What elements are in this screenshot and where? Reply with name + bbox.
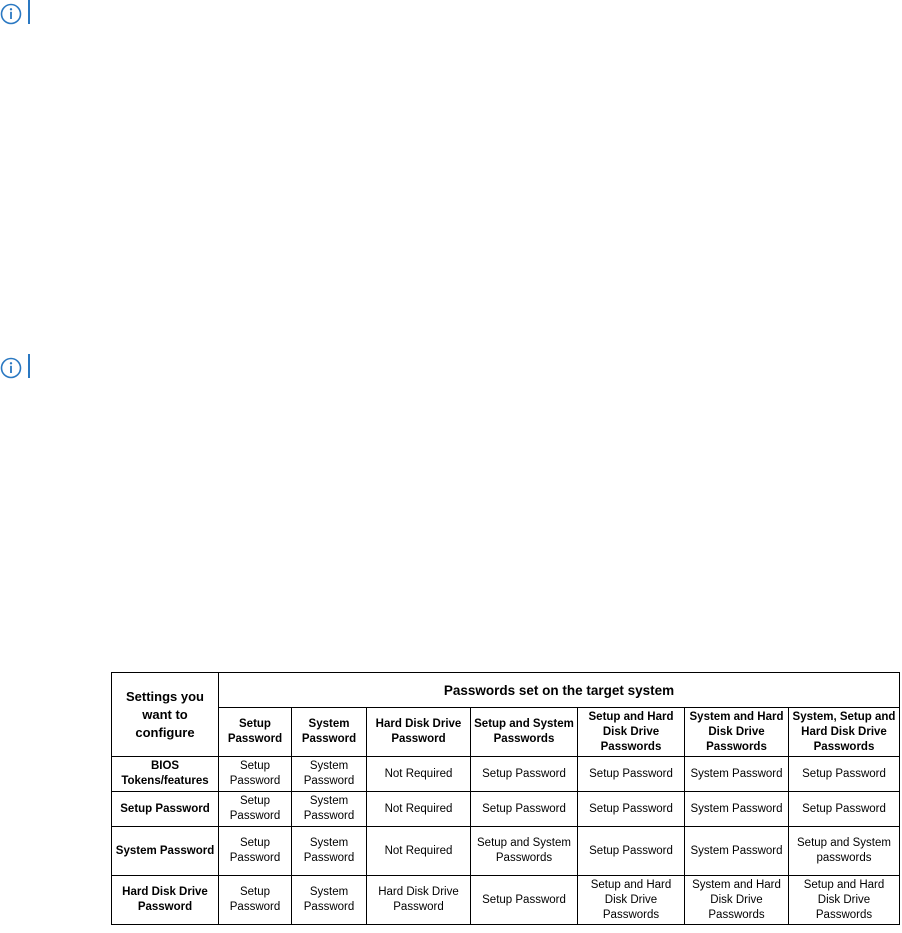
note-bar xyxy=(28,354,30,378)
row-header: BIOS Tokens/features xyxy=(112,757,219,792)
corner-header: Settings you want to configure xyxy=(112,673,219,757)
row-header: System Password xyxy=(112,827,219,876)
column-header: Setup Password xyxy=(219,708,292,757)
table-cell: System Password xyxy=(292,827,367,876)
table-row xyxy=(112,792,900,827)
table-cell: Setup and Hard Disk Drive Passwords xyxy=(578,876,685,925)
note-bar xyxy=(28,0,30,24)
table-cell: Not Required xyxy=(367,757,471,792)
table-row xyxy=(112,827,900,876)
table-cell: Setup Password xyxy=(219,757,292,792)
table-cell: System Password xyxy=(685,792,789,827)
table-cell: Setup and Hard Disk Drive Passwords xyxy=(789,876,900,925)
column-header: System, Setup and Hard Disk Drive Passwords xyxy=(789,708,900,757)
table-cell: Setup Password xyxy=(471,792,578,827)
table-cell: Setup Password xyxy=(789,792,900,827)
table-cell: System Password xyxy=(685,757,789,792)
table-cell: System Password xyxy=(292,876,367,925)
note-marker-2 xyxy=(0,354,30,378)
table-cell: Setup Password xyxy=(471,757,578,792)
table-cell: Setup Password xyxy=(789,757,900,792)
column-header: Hard Disk Drive Password xyxy=(367,708,471,757)
row-header: Hard Disk Drive Password xyxy=(112,876,219,925)
column-header: System Password xyxy=(292,708,367,757)
info-icon xyxy=(0,3,22,25)
table-cell: Setup and System passwords xyxy=(789,827,900,876)
column-header: Setup and System Passwords xyxy=(471,708,578,757)
table-row xyxy=(112,757,900,792)
note-marker-1 xyxy=(0,0,30,24)
table-cell: Setup Password xyxy=(578,757,685,792)
table-row xyxy=(112,876,900,925)
group-header: Passwords set on the target system xyxy=(219,673,900,708)
table-cell: Not Required xyxy=(367,792,471,827)
info-icon xyxy=(0,357,22,379)
row-header: Setup Password xyxy=(112,792,219,827)
table-cell: Setup Password xyxy=(578,792,685,827)
table-cell: System and Hard Disk Drive Passwords xyxy=(685,876,789,925)
column-header: Setup and Hard Disk Drive Passwords xyxy=(578,708,685,757)
table-cell: Setup Password xyxy=(219,792,292,827)
table-cell: Setup Password xyxy=(219,827,292,876)
password-requirements-table xyxy=(111,672,900,925)
table-cell: Setup Password xyxy=(578,827,685,876)
table-cell: System Password xyxy=(685,827,789,876)
table-cell: System Password xyxy=(292,792,367,827)
column-header: System and Hard Disk Drive Passwords xyxy=(685,708,789,757)
table-cell: Not Required xyxy=(367,827,471,876)
table-cell: Setup Password xyxy=(471,876,578,925)
table-cell: System Password xyxy=(292,757,367,792)
table-cell: Hard Disk Drive Password xyxy=(367,876,471,925)
table-cell: Setup and System Passwords xyxy=(471,827,578,876)
table-cell: Setup Password xyxy=(219,876,292,925)
